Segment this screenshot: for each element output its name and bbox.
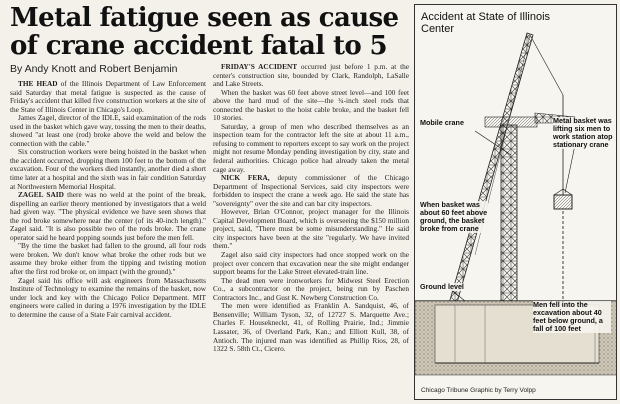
paragraph: James Zagel, director of the IDLE, said examination of the rods used in the basket which gave way, tossing the men to their deaths, showed "at least one (rod) broke above the weld and below the connection with the cable." xyxy=(10,113,206,148)
paragraph: Zagel said his office will ask engineers from Massachusetts Institute of Technology to examine the remains of the basket, now under lock and key with the Chicago Police Department. MIT engineers were called in during a 1976 investigation by the IDLE to determine the cause of a State Fair carnival accident. xyxy=(10,275,206,319)
headline: Metal fatigue seen as cause of crane accident fatal to 5 xyxy=(10,3,399,61)
label-metal-basket: Metal basket was lifting six men to work station atop stationary crane xyxy=(553,117,615,149)
paragraph: When the basket was 60 feet above street level—and 100 feet above the hard mud of the site—the ¾-inch steel rods that connected the basket to the hoist cable broke, and the basket fell 10 stories. xyxy=(213,87,409,123)
paragraph: Six construction workers were being hoisted in the basket when the accident occurred, dropping them 100 feet to the bottom of the excavation. Four of the workers died instantly, another died a short time later at a hospital and the sixth was in fair condition Saturday at Northwestern Memorial Hospital. xyxy=(10,147,206,191)
paragraph: NICK FERA, deputy commissioner of the Chicago Department of Inspectional Services, said city inspectors were forbidden to inspect the crane a week ago. He said the state has "sovereignty" over the site and can bar city inspectors. xyxy=(213,173,409,208)
mobile-crane-boom xyxy=(437,33,563,345)
paragraph: The men were identified as Franklin A. Sandquist, 46, of Bensenville; William Tyson, 32, of 12727 S. Marquette Ave.; Charles F. Housekneckt, 41, of Rolling Prairie, Ind.; Jimmie Lassater, 36, of Overland Park, Kan.; and Elliott Kull, 38, of Antioch. The injured man was identified as Phillip Rios, 28, of 1322 S. 58th Ct., Cicero. xyxy=(213,301,409,354)
byline: By Andy Knott and Robert Benjamin xyxy=(10,63,178,75)
label-ground-level: Ground level xyxy=(420,283,466,291)
graphic-credit: Chicago Tribune Graphic by Terry Volpp xyxy=(421,387,536,394)
graphic-title: Accident at State of Illinois Center xyxy=(421,11,551,35)
label-mobile-crane: Mobile crane xyxy=(420,119,476,127)
paragraph: Zagel also said city inspectors had once stopped work on the project over concern that excavation near the site might endanger support beams for the Lake Street elevated-train line. xyxy=(213,250,409,277)
paragraph: Saturday, a group of men who described themselves as an inspection team for the contractor left the site at about 11 a.m., refusing to comment to reporters except to say work on the project might not resume Monday pending investigation by city, state and federal authorities. Chicago police had already taken the metal cage away. xyxy=(213,121,409,174)
paragraph: FRIDAY'S ACCIDENT occurred just before 1 p.m. at the center's construction site, bounded by Clark, Randolph, LaSalle and Lake Streets. xyxy=(213,63,409,89)
label-men-fell: Men fell into the excavation about 40 feet below ground, a fall of 100 feet xyxy=(533,301,611,333)
label-when-basket: When basket was about 60 feet above ground, the basket broke from crane xyxy=(420,200,488,233)
basket-pointer xyxy=(565,145,575,193)
article-column-2 xyxy=(213,63,409,400)
paragraph: The dead men were ironworkers for Midwest Steel Erection Co., a subcontractor on the project, being run by Paschen Contractors Inc., and Gust K. Newberg Construction Co. xyxy=(213,275,409,302)
paragraph: "By the time the basket had fallen to the ground, all four rods were broken. We don't know what broke the other rods but we assume they broke either from the tipping and twisting motion after the first rod broke or, on impact (with the ground)." xyxy=(10,241,206,277)
crane-accident-graphic xyxy=(414,4,617,400)
paragraph: ZAGEL SAID there was no weld at the point of the break, dispelling an earlier theory mentioned by investigators that a weld had given way. "The physical evidence we have seen shows that the rod broke somewhere near the center (of its 40-inch length)." Zagel said. "It is also possible two of the rods broke. The crane operator said he heard popping sounds just before the men fell. xyxy=(10,190,206,242)
article-column-1 xyxy=(10,80,206,400)
paragraph: However, Brian O'Connor, project manager for the Illinois Capital Development Board, which is overseeing the $150 million project, said, "There must be some misunderstanding." He said city inspectors have been at the site "regularly. We have invited them." xyxy=(213,207,409,251)
paragraph: THE HEAD of the Illinois Department of Law Enforcement said Saturday that metal fatigue is suspected as the cause of Friday's accident that killed five construction workers at the site of the State of Illinois Center in Chicago's Loop. xyxy=(10,80,206,114)
